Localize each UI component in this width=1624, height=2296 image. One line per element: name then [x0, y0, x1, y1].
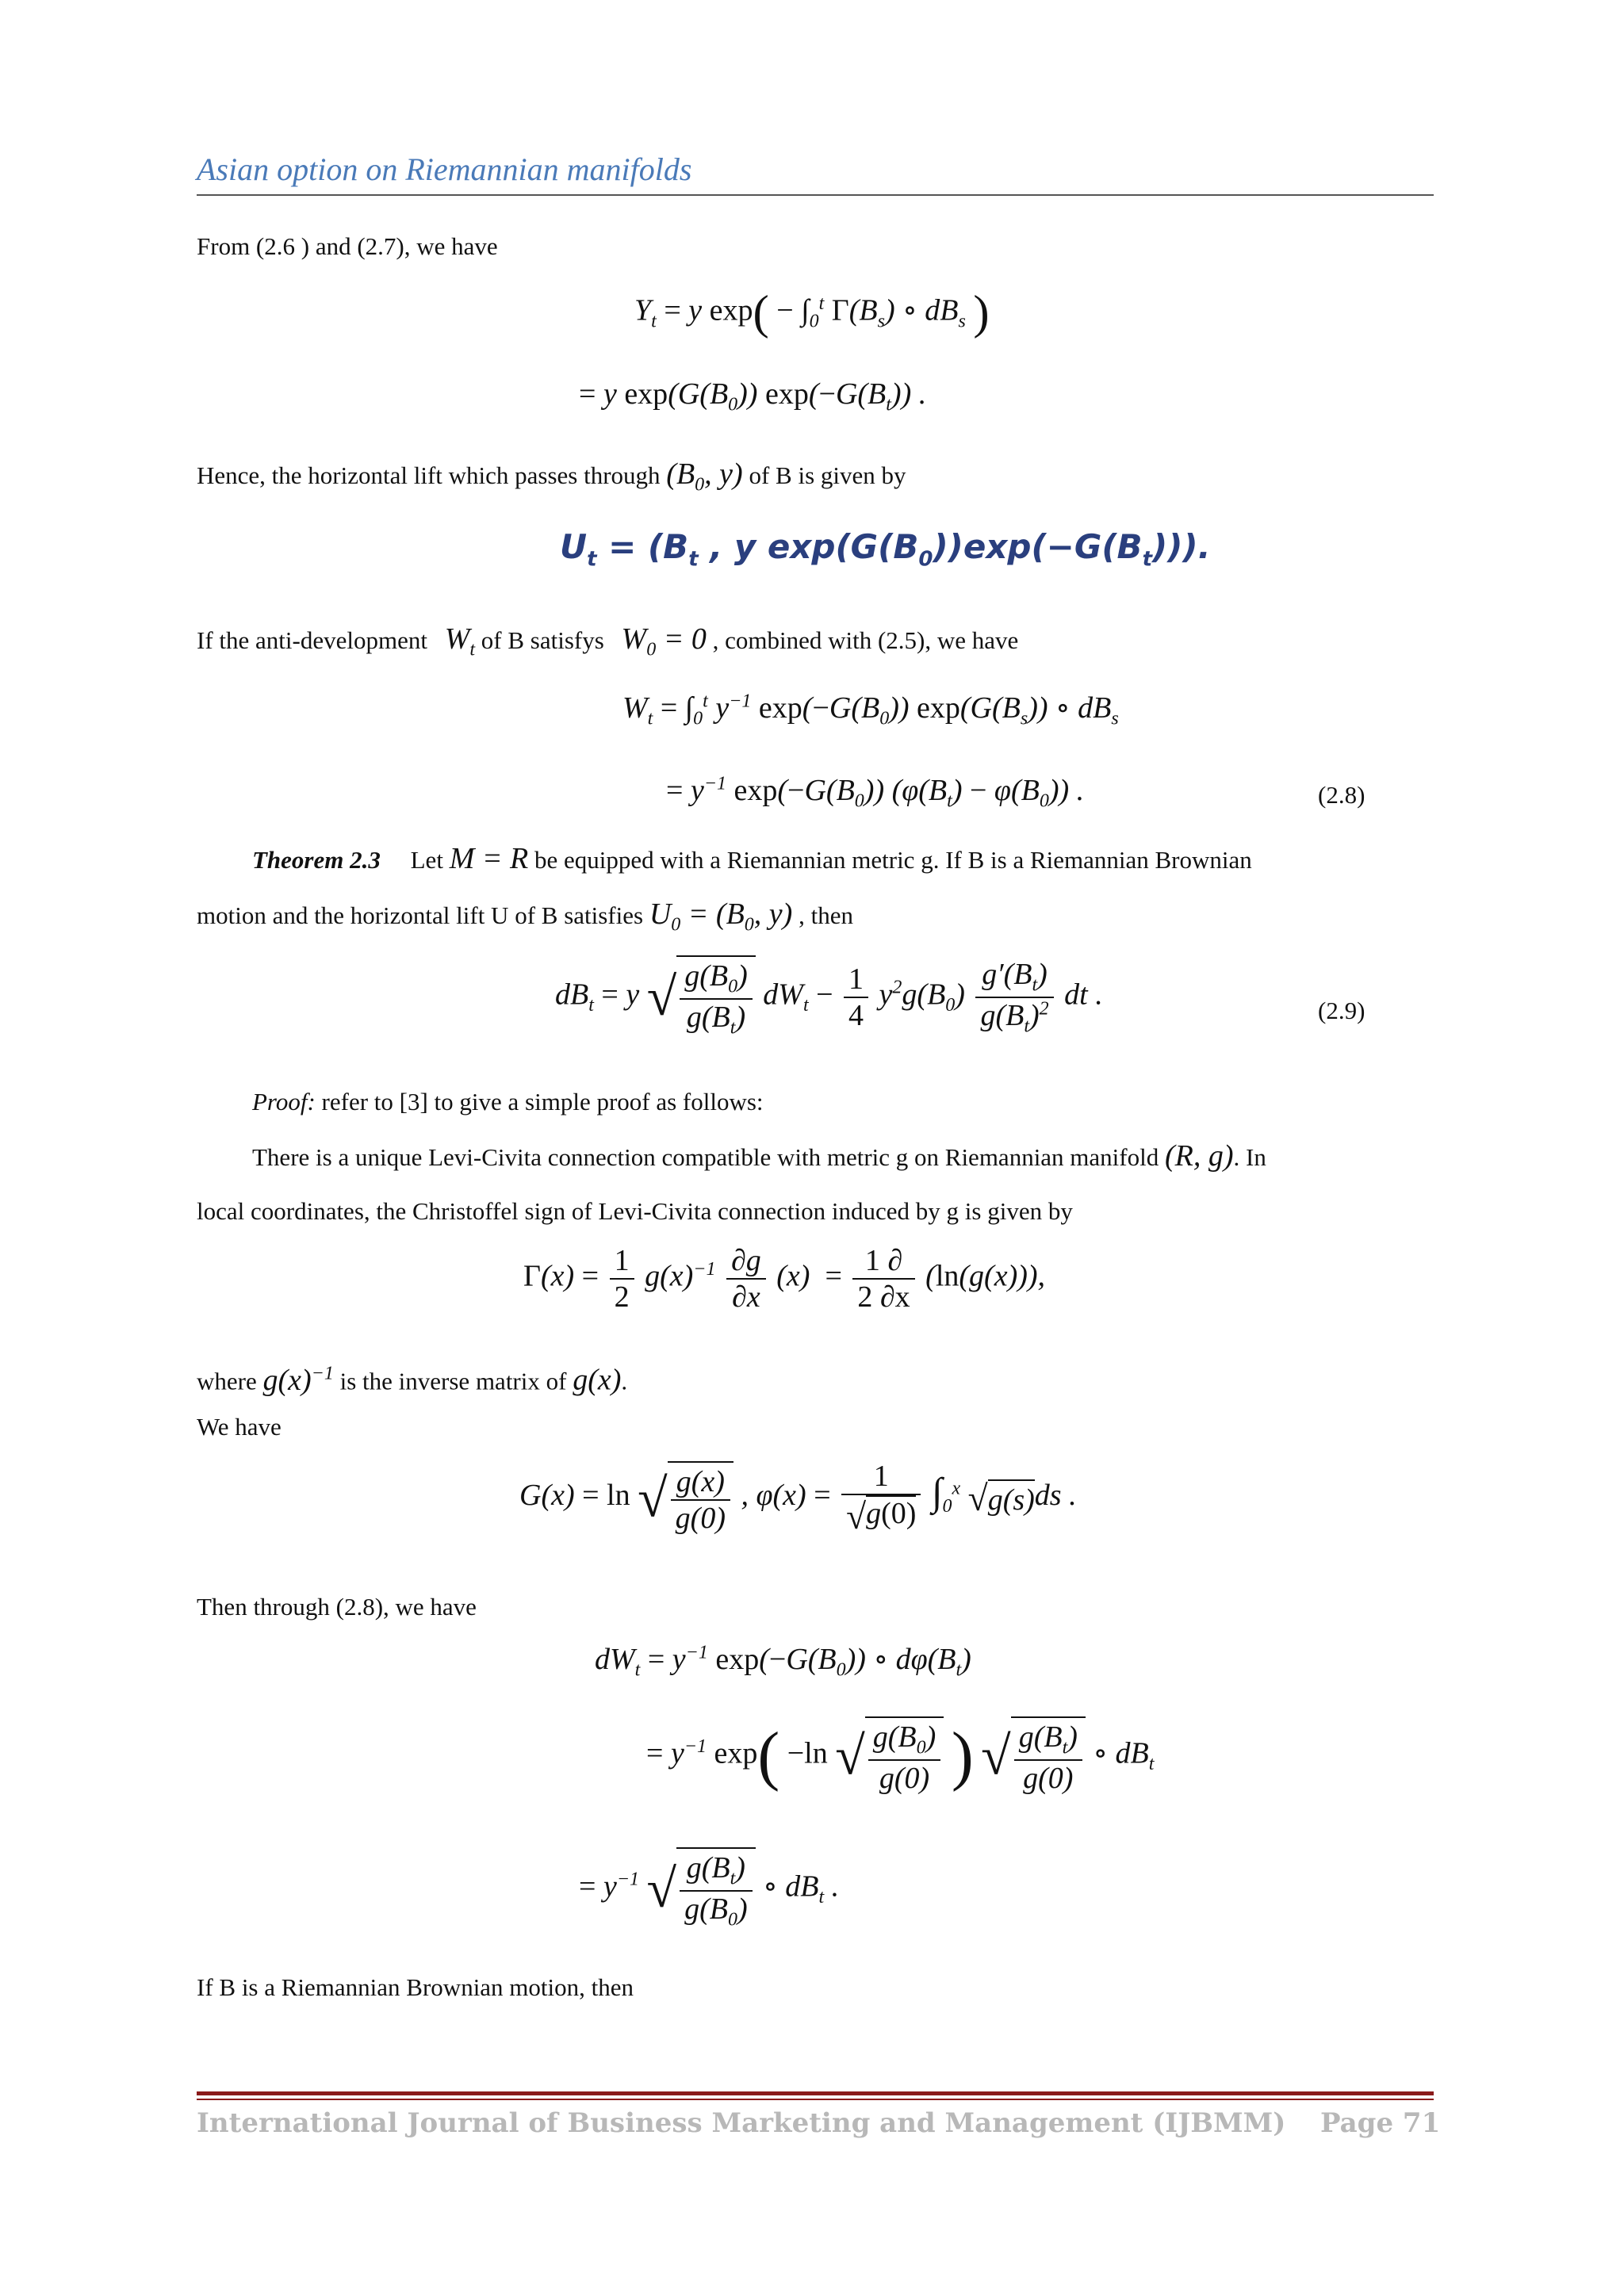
equation-dwt-line1: $dW_t = y^{-1}$ $\exp(-G(B_0))$ ∘ $d\varphi(B_t)$	[595, 1642, 971, 1681]
equation-yt-line2: = y $\exp(G(B_0))$ $\exp(-G(B_t))$ .	[579, 377, 927, 415]
equation-number-2-8: (2.8)	[1318, 781, 1365, 809]
paragraph-hence: Hence, the horizontal lift which passes through ($B_0$, y) of B is given by	[197, 457, 906, 496]
paragraph-from: From (2.6 ) and (2.7), we have	[197, 232, 498, 260]
paragraph-if-brownian: If B is a Riemannian Brownian motion, then	[197, 1973, 634, 2001]
footer-page-number: Page 71	[1320, 2107, 1441, 2139]
equation-dwt-line2: = $y^{-1}$ exp( −ln √ $\frac{g(B_0)}{g(0)}$ ) √ $\frac{g(B_t)}{g(0)}$ ∘ $dB_t$	[646, 1716, 1154, 1796]
levi-civita-line1: There is a unique Levi-Civita connection compatible with metric g on Riemannian manifold (R, g). In	[252, 1139, 1266, 1173]
equation-dbt: $dB_t = y$ √ $\frac{g(B_0)}{g(B_t)}$ $dW_t$ − $\frac{1}{4}$ $y^2g(B_0)$ $\frac{g'(B_t)}{g(B_t)^2}$ dt .	[555, 955, 1103, 1039]
footer-rule-thick	[197, 2091, 1434, 2095]
paragraph-anti-development: If the anti-development $W_t$ of B satisfys $W_0 = 0$ , combined with (2.5), we have	[197, 622, 1019, 660]
equation-yt-line1: $Y_t = y$ $\exp( - \int_0^t$ $\Gamma(B_s)$ ∘ $dB_s$ )	[634, 286, 990, 339]
equation-wt-line1: $W_t = \int_0^t$ $y^{-1}$ $\exp(-G(B_0))$ $\exp(G(B_s))$ ∘ $dB_s$	[622, 691, 1119, 729]
equation-wt-line2: = $y^{-1}$ $\exp(-G(B_0)) (\varphi(B_t) - \varphi(B_0))$ .	[666, 773, 1085, 812]
equation-dwt-line3: = $y^{-1}$ √ $\frac{g(B_t)}{g(B_0)}$ ∘ $dB_t$ .	[579, 1847, 839, 1931]
levi-civita-line2: local coordinates, the Christoffel sign of Levi-Civita connection induced by g is given by	[197, 1197, 1073, 1225]
theorem-line1: Theorem 2.3 Let M = R be equipped with a Riemannian metric g. If B is a Riemannian Brownian	[252, 842, 1252, 875]
footer-rule-thin	[197, 2099, 1434, 2100]
proof-line: Proof: refer to [3] to give a simple proof as follows:	[252, 1088, 764, 1115]
paragraph-we-have: We have	[197, 1413, 282, 1441]
paragraph-where: where $g(x)^{-1}$ is the inverse matrix of g(x).	[197, 1363, 628, 1397]
equation-christoffel: Γ(x) = $\frac{1}{2}$ $g(x)^{-1}$ $\frac{\partial g}{\partial x}$ (x) = $\frac{1 \partial}{2 \partial x}$ (ln(g(x))),	[523, 1244, 1046, 1314]
footer-journal-name: International Journal of Business Marketing and Management (IJBMM)	[197, 2107, 1286, 2139]
equation-g-phi: G(x) = ln √ $\frac{g(x)}{g(0)}$ , φ(x) = $\frac{1}{√g(0)}$ $\int_0^x$ √g(s)ds .	[519, 1460, 1077, 1536]
running-header: Asian option on Riemannian manifolds	[197, 151, 692, 187]
equation-horizontal-lift: $U_t = (B_t$ , y $\exp(G(B_0))\exp(-G(B_t))$).	[560, 527, 1211, 572]
equation-number-2-9: (2.9)	[1318, 997, 1365, 1024]
paragraph-then-through: Then through (2.8), we have	[197, 1593, 477, 1621]
theorem-line2: motion and the horizontal lift U of B satisfies $U_0 = (B_0$, y) , then	[197, 897, 853, 936]
header-rule	[197, 194, 1434, 196]
